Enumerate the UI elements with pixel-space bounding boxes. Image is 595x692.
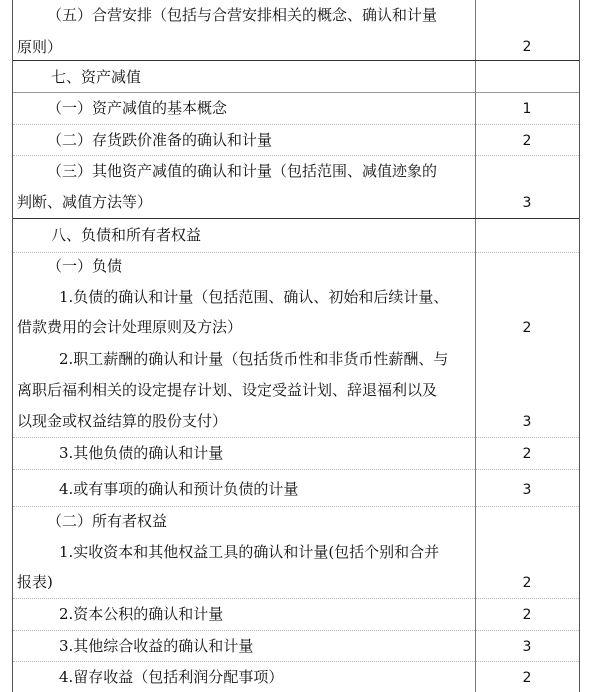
row-divider — [13, 469, 579, 470]
level-value: 1 — [522, 101, 532, 117]
row-divider — [13, 252, 579, 253]
level-value: 2 — [522, 39, 532, 55]
row-text: 离职后福利相关的设定提存计划、设定受益计划、辞退福利以及 — [17, 381, 438, 399]
row-text: （三）其他资产减值的确认和计量（包括范围、减值迹象的 — [47, 162, 438, 180]
row-text: 4.留存收益（包括利润分配事项） — [59, 668, 284, 686]
section-heading: 八、负债和所有者权益 — [51, 226, 202, 244]
row-text: 1.实收资本和其他权益工具的确认和计量(包括个别和合并 — [59, 543, 440, 561]
row-text: 以现金或权益结算的股份支付） — [17, 412, 228, 430]
row-text: 原则） — [17, 38, 63, 56]
row-divider — [13, 506, 579, 507]
row-text: 报表) — [17, 573, 53, 591]
row-text: 1.负债的确认和计量（包括范围、确认、初始和后续计量、 — [59, 288, 449, 306]
row-text: 4.或有事项的确认和预计负债的计量 — [59, 480, 299, 498]
subsection-heading: （二）所有者权益 — [47, 512, 168, 530]
row-divider — [13, 437, 579, 438]
row-divider — [13, 155, 579, 156]
row-text: 借款费用的会计处理原则及方法） — [17, 318, 243, 336]
level-value: 2 — [522, 607, 532, 623]
level-value: 3 — [522, 414, 532, 430]
row-divider — [13, 661, 579, 662]
row-text: （五）合营安排（包括与合营安排相关的概念、确认和计量 — [47, 6, 438, 24]
level-value: 3 — [522, 639, 532, 655]
row-divider — [13, 218, 579, 219]
section-heading: 七、资产减值 — [51, 68, 142, 86]
level-value: 2 — [522, 320, 532, 336]
row-divider — [13, 60, 579, 61]
row-text: 3.其他负债的确认和计量 — [59, 444, 224, 462]
row-text: （二）存货跌价准备的确认和计量 — [47, 131, 273, 149]
level-value: 2 — [522, 446, 532, 462]
syllabus-table — [12, 0, 580, 692]
level-value: 2 — [522, 575, 532, 591]
level-value: 3 — [522, 482, 532, 498]
level-value: 2 — [522, 670, 532, 686]
row-divider — [13, 124, 579, 125]
level-value: 2 — [522, 133, 532, 149]
row-divider — [13, 92, 579, 93]
subsection-heading: （一）负债 — [47, 257, 123, 275]
level-value: 3 — [522, 195, 532, 211]
row-text: （一）资产减值的基本概念 — [47, 99, 228, 117]
row-divider — [13, 630, 579, 631]
row-text: 判断、减值方法等） — [17, 193, 153, 211]
row-text: 3.其他综合收益的确认和计量 — [59, 637, 254, 655]
row-text: 2.资本公积的确认和计量 — [59, 605, 224, 623]
row-text: 2.职工薪酬的确认和计量（包括货币性和非货币性薪酬、与 — [59, 350, 449, 368]
row-divider — [13, 598, 579, 599]
